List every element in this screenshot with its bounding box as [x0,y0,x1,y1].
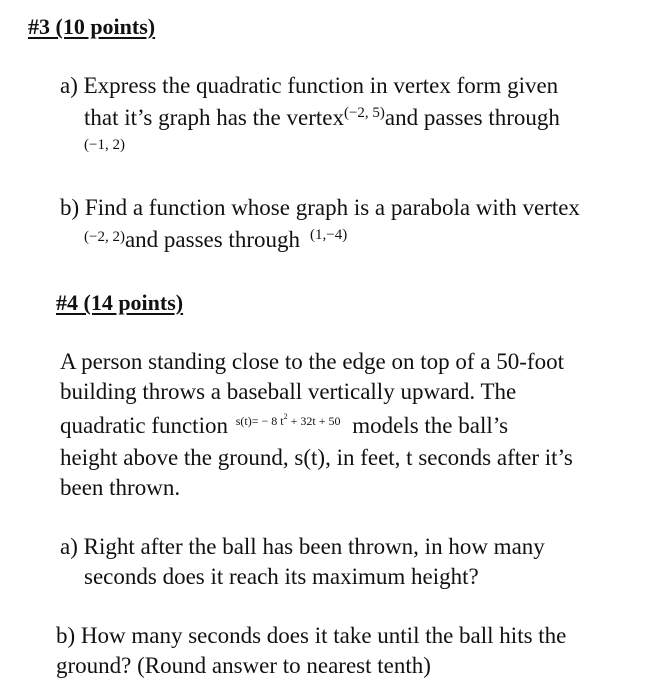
problem-3a-line1: a) Express the quadratic function in vertex form given [60,73,559,98]
problem-3a-line2 [84,106,560,129]
problem-4a-line1: a) Right after the ball has been thrown, in how many [60,534,545,559]
height-equation [236,414,341,428]
problem-3b-line2 [84,228,347,251]
problem-3a-line2-post: and passes through [384,105,560,130]
problem-4-line5: been thrown. [60,475,181,500]
height-equation-right: + 32t + 50 [287,414,341,428]
problem-3b-line1: b) Find a function whose graph is a parabola with vertex [60,195,580,220]
problem-4-line3-text: quadratic function [60,413,228,438]
problem-3b-point: (1,−4) [309,227,348,243]
problem-4-line1: A person standing close to the edge on top of a 50-foot [60,349,564,374]
problem-4-line3-post: models the ball’s [352,413,509,438]
height-equation-exponent: 2 [283,412,288,421]
problem-4b-line1: b) How many seconds does it take until the ball hits the [56,623,567,648]
problem-3a-line2-text: that it’s graph has the vertex [84,105,344,130]
problem-3b-vertex: (−2, 2) [84,229,125,245]
problem-4-line3 [60,414,508,437]
problem-3b-line2-text: and passes through [124,227,300,252]
problem-3a-point: (−1, 2) [84,137,125,153]
problem-4-line2: building throws a baseball vertically upward. The [60,379,517,404]
problem-4a-line2: seconds does it reach its maximum height? [84,564,479,589]
problem-4-heading: #4 (14 points) [56,290,184,315]
problem-4-line4: height above the ground, s(t), in feet, t seconds after it’s [60,445,573,470]
problem-3a-vertex: (−2, 5) [343,105,385,121]
height-equation-left: s(t)= − 8 t [235,414,284,428]
problem-3-heading: #3 (10 points) [28,14,156,39]
problem-4b-line2: ground? (Round answer to nearest tenth) [56,653,431,678]
